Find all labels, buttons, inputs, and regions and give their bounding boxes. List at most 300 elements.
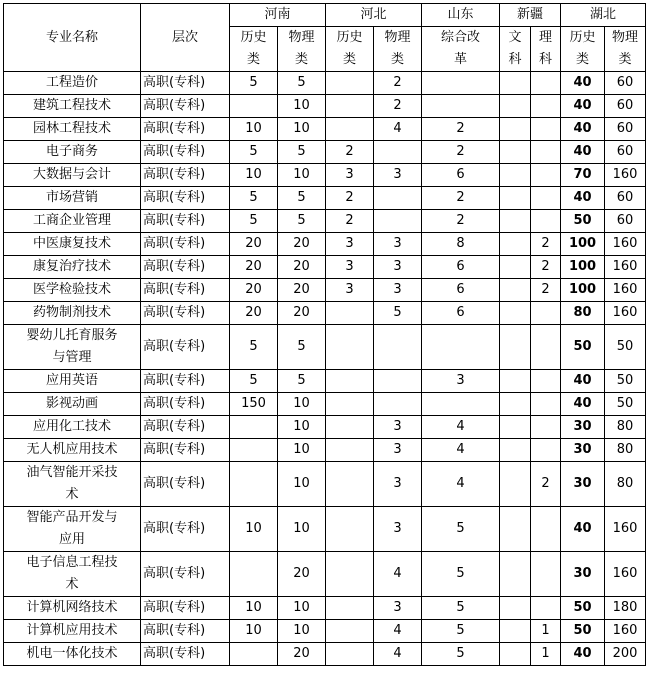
major-name-cell (4, 507, 141, 552)
quota-cell (500, 370, 531, 393)
major-name-cell (4, 643, 141, 666)
quota-cell: 20 (230, 279, 278, 302)
table-row (4, 210, 646, 233)
major-name-cell (4, 279, 141, 302)
quota-cell: 40 (561, 118, 605, 141)
quota-cell: 40 (561, 507, 605, 552)
major-name-cell (4, 72, 141, 95)
quota-cell: 1 (531, 620, 561, 643)
quota-cell: 20 (278, 552, 326, 597)
quota-cell (326, 552, 374, 597)
quota-cell (326, 72, 374, 95)
quota-cell: 5 (230, 141, 278, 164)
level-cell: 高职(专科) (141, 620, 230, 643)
major-name-line: 应用 (58, 532, 85, 547)
quota-cell: 6 (422, 302, 500, 325)
quota-cell: 50 (561, 620, 605, 643)
level-cell: 高职(专科) (141, 439, 230, 462)
quota-cell: 3 (374, 279, 422, 302)
quota-cell (422, 393, 500, 416)
quota-cell: 50 (605, 393, 646, 416)
quota-cell: 160 (605, 256, 646, 279)
level-cell: 高职(专科) (141, 72, 230, 95)
quota-cell (500, 279, 531, 302)
quota-cell: 5 (278, 210, 326, 233)
header-category-1 (278, 27, 326, 72)
major-name-cell (4, 597, 141, 620)
major-name-cell (4, 325, 141, 370)
quota-cell: 60 (605, 72, 646, 95)
table-row (4, 370, 646, 393)
major-name-cell (4, 95, 141, 118)
level-cell: 高职(专科) (141, 393, 230, 416)
header-category-4 (422, 27, 500, 72)
header-category-3 (374, 27, 422, 72)
quota-cell: 160 (605, 279, 646, 302)
header-category-line: 类 (295, 52, 309, 67)
level-cell: 高职(专科) (141, 462, 230, 507)
level-cell: 高职(专科) (141, 210, 230, 233)
header-category-line: 理 (539, 30, 553, 45)
quota-cell (374, 210, 422, 233)
quota-cell: 100 (561, 279, 605, 302)
quota-cell (326, 597, 374, 620)
quota-cell: 2 (374, 95, 422, 118)
header-category-line: 历史 (240, 30, 267, 45)
major-name-line: 电子信息工程技 (26, 555, 118, 570)
quota-cell (230, 416, 278, 439)
quota-cell: 4 (374, 118, 422, 141)
quota-cell: 30 (561, 462, 605, 507)
quota-cell: 5 (422, 643, 500, 666)
quota-cell (500, 72, 531, 95)
quota-cell: 40 (561, 95, 605, 118)
quota-cell: 10 (230, 118, 278, 141)
quota-cell: 4 (374, 643, 422, 666)
level-cell: 高职(专科) (141, 325, 230, 370)
quota-cell (531, 416, 561, 439)
quota-cell: 5 (422, 507, 500, 552)
quota-cell: 10 (230, 164, 278, 187)
quota-cell (500, 233, 531, 256)
table-row (4, 416, 646, 439)
level-cell: 高职(专科) (141, 256, 230, 279)
major-name-line: 应用化工技术 (32, 419, 111, 434)
quota-cell: 50 (561, 325, 605, 370)
quota-cell: 50 (561, 597, 605, 620)
level-cell: 高职(专科) (141, 187, 230, 210)
quota-cell: 4 (422, 416, 500, 439)
quota-cell: 3 (374, 164, 422, 187)
quota-cell (500, 141, 531, 164)
level-cell: 高职(专科) (141, 302, 230, 325)
quota-cell (500, 643, 531, 666)
quota-cell: 180 (605, 597, 646, 620)
quota-cell (374, 325, 422, 370)
quota-cell (326, 620, 374, 643)
quota-cell: 5 (278, 141, 326, 164)
quota-cell: 2 (422, 118, 500, 141)
header-category-line: 历史 (569, 30, 596, 45)
quota-cell: 10 (278, 118, 326, 141)
major-name-line: 术 (65, 487, 79, 502)
major-name-line: 影视动画 (45, 396, 98, 411)
quota-cell: 40 (561, 141, 605, 164)
quota-cell: 80 (561, 302, 605, 325)
quota-cell (326, 643, 374, 666)
quota-cell (531, 210, 561, 233)
quota-cell: 4 (374, 552, 422, 597)
quota-cell (326, 302, 374, 325)
table-row (4, 620, 646, 643)
quota-cell: 20 (230, 233, 278, 256)
quota-cell: 160 (605, 164, 646, 187)
quota-cell: 10 (278, 95, 326, 118)
enrollment-plan-table (3, 3, 646, 666)
quota-cell (531, 141, 561, 164)
header-province-henan: 河南 (230, 4, 326, 27)
major-name-cell (4, 439, 141, 462)
quota-cell: 2 (326, 187, 374, 210)
quota-cell: 5 (278, 370, 326, 393)
quota-cell (230, 95, 278, 118)
quota-cell: 40 (561, 72, 605, 95)
quota-cell: 20 (230, 256, 278, 279)
quota-cell: 60 (605, 210, 646, 233)
level-cell: 高职(专科) (141, 95, 230, 118)
quota-cell (531, 552, 561, 597)
quota-cell (500, 552, 531, 597)
header-category-0 (230, 27, 278, 72)
quota-cell (326, 95, 374, 118)
table-row (4, 187, 646, 210)
major-name-line: 药物制剂技术 (32, 305, 111, 320)
quota-cell (531, 507, 561, 552)
quota-cell: 60 (605, 118, 646, 141)
quota-cell: 3 (374, 507, 422, 552)
quota-cell: 10 (278, 164, 326, 187)
quota-cell: 10 (230, 620, 278, 643)
quota-cell: 20 (278, 279, 326, 302)
table-row (4, 141, 646, 164)
quota-cell (230, 439, 278, 462)
quota-cell (326, 462, 374, 507)
quota-cell: 5 (230, 325, 278, 370)
table-row (4, 256, 646, 279)
table-row (4, 507, 646, 552)
quota-cell (531, 95, 561, 118)
level-cell: 高职(专科) (141, 370, 230, 393)
quota-cell: 3 (374, 597, 422, 620)
major-name-cell (4, 141, 141, 164)
quota-cell: 2 (422, 141, 500, 164)
quota-cell: 5 (230, 210, 278, 233)
quota-cell: 3 (326, 279, 374, 302)
header-province-hubei: 湖北 (561, 4, 646, 27)
quota-cell: 3 (326, 256, 374, 279)
major-name-cell (4, 210, 141, 233)
quota-cell (500, 118, 531, 141)
table-row (4, 393, 646, 416)
quota-cell: 1 (531, 643, 561, 666)
quota-cell (326, 370, 374, 393)
table-row (4, 233, 646, 256)
quota-cell (500, 256, 531, 279)
header-category-line: 类 (391, 52, 405, 67)
level-cell: 高职(专科) (141, 552, 230, 597)
quota-cell: 160 (605, 552, 646, 597)
major-name-line: 婴幼儿托育服务 (26, 328, 118, 343)
quota-cell: 10 (230, 597, 278, 620)
quota-cell: 5 (230, 370, 278, 393)
header-category-line: 革 (454, 52, 468, 67)
major-name-line: 大数据与会计 (32, 167, 111, 182)
major-name-line: 医学检验技术 (32, 282, 111, 297)
quota-cell: 3 (422, 370, 500, 393)
quota-cell (531, 164, 561, 187)
quota-cell: 50 (605, 370, 646, 393)
level-cell: 高职(专科) (141, 164, 230, 187)
quota-cell: 5 (278, 72, 326, 95)
major-name-line: 术 (65, 577, 79, 592)
table-row (4, 118, 646, 141)
header-category-line: 物理 (384, 30, 411, 45)
quota-cell: 2 (531, 256, 561, 279)
major-name-line: 工商企业管理 (32, 213, 111, 228)
quota-cell: 3 (326, 233, 374, 256)
table-body (4, 72, 646, 666)
quota-cell: 4 (374, 620, 422, 643)
quota-cell (422, 325, 500, 370)
header-category-5 (500, 27, 531, 72)
header-row-provinces (4, 4, 646, 27)
quota-cell: 2 (531, 462, 561, 507)
header-province-xinjiang: 新疆 (500, 4, 561, 27)
table-row (4, 325, 646, 370)
major-name-line: 园林工程技术 (32, 121, 111, 136)
quota-cell: 60 (605, 141, 646, 164)
quota-cell: 2 (326, 141, 374, 164)
major-name-cell (4, 187, 141, 210)
quota-cell: 5 (422, 552, 500, 597)
level-cell: 高职(专科) (141, 416, 230, 439)
quota-cell: 5 (278, 325, 326, 370)
quota-cell: 3 (374, 439, 422, 462)
major-name-cell (4, 164, 141, 187)
quota-cell (326, 325, 374, 370)
table-row (4, 279, 646, 302)
header-category-line: 物理 (288, 30, 315, 45)
quota-cell (531, 439, 561, 462)
quota-cell: 2 (531, 279, 561, 302)
quota-cell (500, 325, 531, 370)
quota-cell (500, 302, 531, 325)
header-category-line: 文 (508, 30, 522, 45)
quota-cell: 8 (422, 233, 500, 256)
header-category-6 (531, 27, 561, 72)
quota-cell (374, 393, 422, 416)
major-name-line: 智能产品开发与 (26, 510, 118, 525)
major-name-cell (4, 370, 141, 393)
quota-cell: 80 (605, 416, 646, 439)
quota-cell: 20 (230, 302, 278, 325)
quota-cell (531, 393, 561, 416)
quota-cell: 3 (374, 416, 422, 439)
quota-cell: 20 (278, 233, 326, 256)
quota-cell (500, 597, 531, 620)
quota-cell: 3 (326, 164, 374, 187)
major-name-cell (4, 462, 141, 507)
quota-cell (531, 370, 561, 393)
quota-cell (500, 416, 531, 439)
quota-cell: 200 (605, 643, 646, 666)
quota-cell (531, 187, 561, 210)
major-name-cell (4, 233, 141, 256)
header-category-8 (605, 27, 646, 72)
quota-cell: 20 (278, 256, 326, 279)
header-major-name: 专业名称 (4, 4, 141, 72)
header-level: 层次 (141, 4, 230, 72)
quota-cell (326, 393, 374, 416)
quota-cell: 150 (230, 393, 278, 416)
quota-cell: 4 (422, 462, 500, 507)
quota-cell: 3 (374, 233, 422, 256)
quota-cell: 30 (561, 416, 605, 439)
quota-cell: 5 (422, 597, 500, 620)
quota-cell: 30 (561, 552, 605, 597)
header-category-7 (561, 27, 605, 72)
quota-cell (500, 95, 531, 118)
quota-cell: 2 (374, 72, 422, 95)
quota-cell: 3 (374, 256, 422, 279)
quota-cell (500, 164, 531, 187)
quota-cell: 6 (422, 256, 500, 279)
level-cell: 高职(专科) (141, 279, 230, 302)
quota-cell: 160 (605, 507, 646, 552)
quota-cell: 2 (531, 233, 561, 256)
header-category-line: 类 (576, 52, 590, 67)
quota-cell: 160 (605, 302, 646, 325)
quota-cell (531, 118, 561, 141)
header-category-line: 科 (508, 52, 522, 67)
quota-cell: 10 (278, 507, 326, 552)
quota-cell: 80 (605, 439, 646, 462)
major-name-line: 应用英语 (45, 373, 98, 388)
quota-cell: 100 (561, 256, 605, 279)
quota-cell (374, 370, 422, 393)
level-cell: 高职(专科) (141, 141, 230, 164)
major-name-line: 机电一体化技术 (26, 646, 118, 661)
quota-cell (531, 325, 561, 370)
table-row (4, 597, 646, 620)
quota-cell (230, 462, 278, 507)
major-name-cell (4, 302, 141, 325)
quota-cell: 30 (561, 439, 605, 462)
quota-cell (500, 620, 531, 643)
major-name-cell (4, 393, 141, 416)
table-row (4, 164, 646, 187)
table-row (4, 302, 646, 325)
major-name-line: 计算机网络技术 (26, 600, 118, 615)
quota-cell: 2 (326, 210, 374, 233)
quota-cell: 50 (605, 325, 646, 370)
header-category-2 (326, 27, 374, 72)
quota-cell: 10 (278, 597, 326, 620)
quota-cell (500, 439, 531, 462)
quota-cell (500, 462, 531, 507)
quota-cell: 2 (422, 210, 500, 233)
quota-cell: 5 (230, 72, 278, 95)
quota-cell: 10 (230, 507, 278, 552)
quota-cell (500, 210, 531, 233)
quota-cell: 10 (278, 439, 326, 462)
quota-cell: 4 (422, 439, 500, 462)
quota-cell: 40 (561, 643, 605, 666)
quota-cell: 20 (278, 643, 326, 666)
quota-cell (230, 643, 278, 666)
header-category-line: 综合改 (441, 30, 481, 45)
quota-cell: 160 (605, 233, 646, 256)
table-row (4, 643, 646, 666)
header-category-line: 历史 (336, 30, 363, 45)
quota-cell: 160 (605, 620, 646, 643)
quota-cell (500, 507, 531, 552)
quota-cell: 60 (605, 95, 646, 118)
major-name-cell (4, 118, 141, 141)
quota-cell (326, 118, 374, 141)
major-name-cell (4, 416, 141, 439)
quota-cell: 3 (374, 462, 422, 507)
quota-cell (422, 72, 500, 95)
level-cell: 高职(专科) (141, 233, 230, 256)
header-category-line: 类 (343, 52, 357, 67)
quota-cell (374, 141, 422, 164)
quota-cell: 5 (422, 620, 500, 643)
quota-cell: 20 (278, 302, 326, 325)
quota-cell: 70 (561, 164, 605, 187)
quota-cell: 40 (561, 370, 605, 393)
quota-cell: 6 (422, 164, 500, 187)
quota-cell: 40 (561, 393, 605, 416)
header-province-hebei: 河北 (326, 4, 422, 27)
quota-cell: 5 (278, 187, 326, 210)
quota-cell: 5 (230, 187, 278, 210)
quota-cell (531, 302, 561, 325)
level-cell: 高职(专科) (141, 118, 230, 141)
quota-cell: 10 (278, 416, 326, 439)
quota-cell (531, 72, 561, 95)
level-cell: 高职(专科) (141, 597, 230, 620)
table-row (4, 95, 646, 118)
header-category-line: 物理 (612, 30, 639, 45)
major-name-line: 康复治疗技术 (32, 259, 111, 274)
major-name-line: 计算机应用技术 (26, 623, 118, 638)
quota-cell (326, 439, 374, 462)
level-cell: 高职(专科) (141, 643, 230, 666)
level-cell: 高职(专科) (141, 507, 230, 552)
quota-cell: 100 (561, 233, 605, 256)
quota-cell: 60 (605, 187, 646, 210)
major-name-cell (4, 552, 141, 597)
quota-cell: 50 (561, 210, 605, 233)
quota-cell (500, 187, 531, 210)
table-row (4, 462, 646, 507)
quota-cell (531, 597, 561, 620)
major-name-cell (4, 256, 141, 279)
header-category-line: 科 (539, 52, 553, 67)
major-name-line: 中医康复技术 (32, 236, 111, 251)
major-name-line: 无人机应用技术 (26, 442, 118, 457)
